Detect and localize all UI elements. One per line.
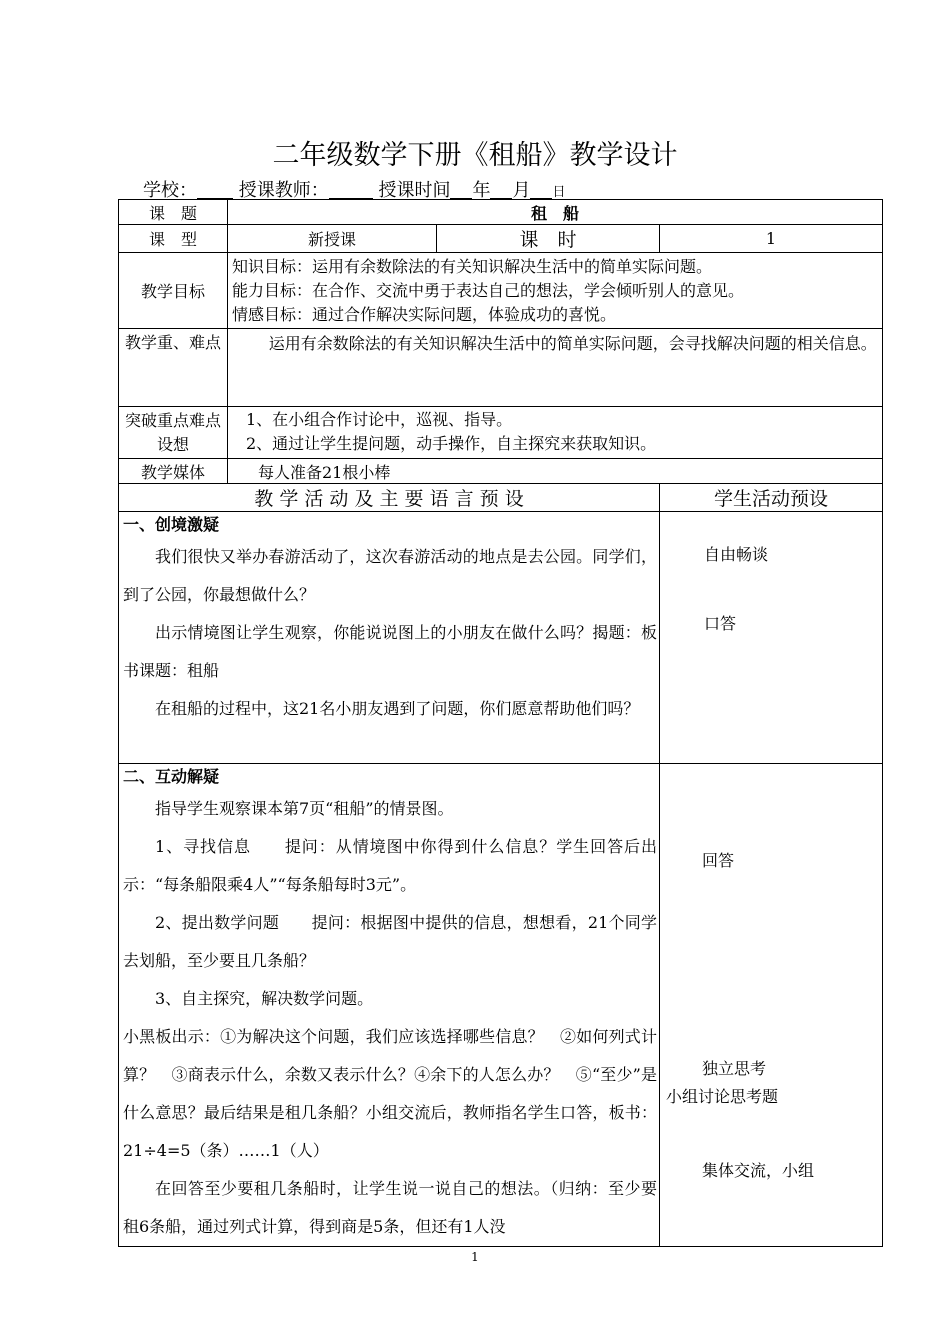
goal-emotion: 情感目标：通过合作解决实际问题，体验成功的喜悦。	[232, 305, 617, 324]
section2-paragraph: 3、自主探究，解决数学问题。	[155, 989, 374, 1008]
section2-paragraph: 小黑板出示：①为解决这个问题，我们应该选择哪些信息？ ②如何列式计算？ ③商表示什么，余数又表示什么？④余下的人怎么办？ ⑤“至少”是什么意思？最后结果是租几条船？小组交流后，教师指名学生口答，板书：21÷4=5（条）……1（人）	[123, 1027, 657, 1160]
section1-cell	[119, 512, 660, 764]
section1-title: 一、创境激疑	[123, 515, 220, 534]
teacher-label: 授课教师：	[238, 180, 329, 201]
goal-ability: 能力目标：在合作、交流中勇于表达自己的想法，学会倾听别人的意见。	[232, 281, 745, 300]
goals-label: 教学目标	[119, 253, 228, 329]
student-activity: 独立思考	[702, 1059, 767, 1078]
hours-label: 课 时	[437, 225, 660, 253]
goal-knowledge: 知识目标：运用有余数除法的有关知识解决生活中的简单实际问题。	[232, 257, 713, 276]
key-points-text: 运用有余数除法的有关知识解决生活中的简单实际问题，会寻找解决问题的相关信息。	[228, 329, 883, 407]
breakthrough-label: 突破重点难点设想	[119, 407, 228, 459]
breakthrough-item: 2、通过让学生提问题，动手操作，自主探究来获取知识。	[246, 434, 657, 453]
day-label: 日	[552, 185, 566, 200]
media-value: 每人准备21根小棒	[228, 459, 883, 484]
student-activity: 自由畅谈	[704, 545, 769, 564]
section2-student-cell	[660, 764, 883, 1247]
student-activity: 口答	[704, 614, 737, 633]
section1-paragraph: 在租船的过程中，这21名小朋友遇到了问题，你们愿意帮助他们吗？	[155, 699, 640, 718]
media-label: 教学媒体	[119, 459, 228, 484]
activity-header: 教 学 活 动 及 主 要 语 言 预 设	[119, 484, 660, 512]
student-header: 学生活动预设	[660, 484, 883, 512]
section2-paragraph: 在回答至少要租几条船时，让学生说一说自己的想法。（归纳：至少要租6条船，通过列式计算，得到商是5条，但还有1人没	[123, 1179, 657, 1236]
section1-paragraph: 出示情境图让学生观察，你能说说图上的小朋友在做什么吗？揭题：板书课题：租船	[123, 623, 657, 680]
school-label: 学校：	[143, 180, 197, 201]
section2-title: 二、互动解疑	[123, 767, 220, 786]
key-points-label: 教学重、难点	[119, 329, 228, 407]
year-blank	[450, 180, 472, 199]
hours-value: 1	[660, 225, 883, 253]
section2-paragraph: 2、提出数学问题 提问：根据图中提供的信息，想想看，21个同学去划船，至少要且几条船？	[123, 913, 657, 970]
school-blank	[197, 180, 233, 199]
type-value: 新授课	[228, 225, 437, 253]
student-activity: 回答	[702, 851, 735, 870]
type-label: 课 型	[119, 225, 228, 253]
section2-cell	[119, 764, 660, 1247]
section2-paragraph: 1、寻找信息 提问：从情境图中你得到什么信息？学生回答后出示：“每条船限乘4人”“每条船每时3元”。	[123, 837, 657, 894]
page-number: 1	[471, 1250, 479, 1264]
student-activity: 小组讨论思考题	[666, 1087, 779, 1106]
lesson-plan-table	[118, 199, 883, 1247]
topic-value: 租 船	[228, 200, 883, 225]
breakthrough-cell	[228, 407, 883, 459]
goals-cell	[228, 253, 883, 329]
topic-label: 课 题	[119, 200, 228, 225]
section1-paragraph: 我们很快又举办春游活动了，这次春游活动的地点是去公园。同学们，到了公园，你最想做什么？	[123, 547, 657, 604]
day-blank	[530, 180, 552, 199]
breakthrough-item: 1、在小组合作讨论中，巡视、指导。	[246, 410, 513, 429]
time-label: 授课时间	[378, 180, 451, 201]
month-label: 月	[512, 180, 531, 201]
student-activity: 集体交流，小组	[702, 1161, 815, 1180]
section2-paragraph: 指导学生观察课本第7页“租船”的情景图。	[155, 799, 454, 818]
teacher-blank	[329, 180, 373, 199]
section1-student-cell	[660, 512, 883, 764]
document-title: 二年级数学下册《租船》教学设计	[272, 140, 678, 171]
year-label: 年	[472, 180, 491, 201]
month-blank	[490, 180, 512, 199]
